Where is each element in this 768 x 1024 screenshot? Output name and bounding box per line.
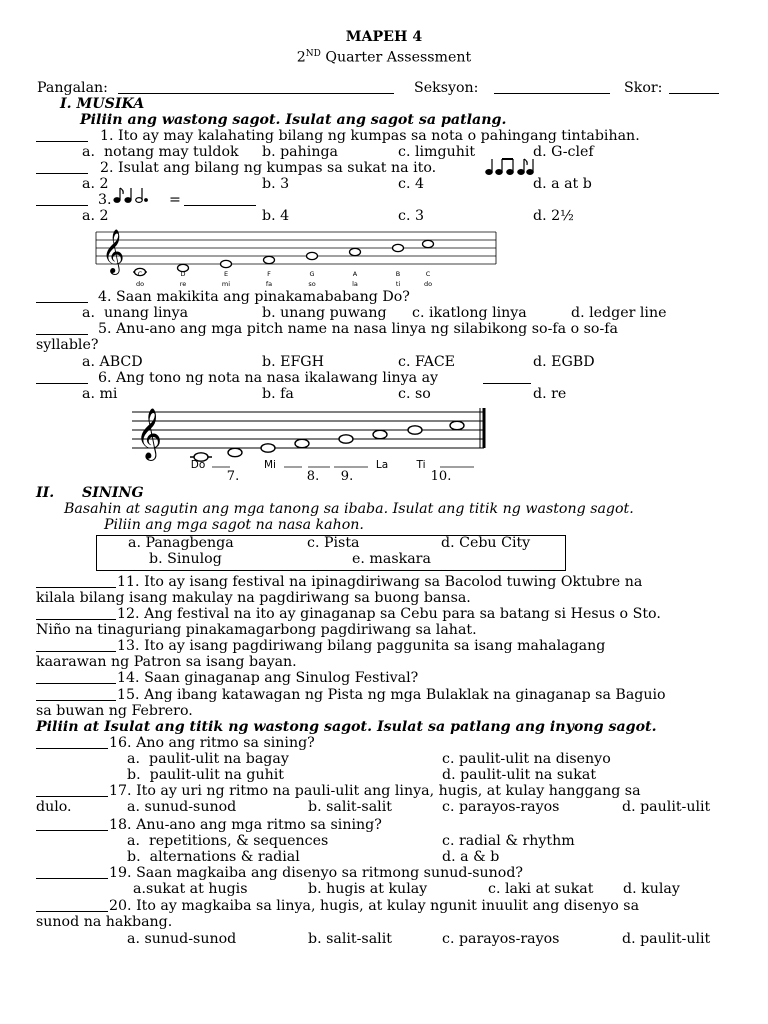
q5-option-b: b. EFGH xyxy=(262,354,325,370)
question-2: 2. Isulat ang bilang ng kumpas sa sukat na ito. xyxy=(100,160,437,176)
staff2-label-mi: Mi xyxy=(264,459,276,471)
answer-blank-13[interactable] xyxy=(36,639,116,652)
q3-option-a: a. 2 xyxy=(82,208,109,224)
q20-option-b: b. salit-salit xyxy=(308,931,392,947)
name-label: Pangalan: xyxy=(37,80,108,96)
q6-option-c: c. so xyxy=(398,386,431,402)
q2-option-a: a. 2 xyxy=(82,176,109,192)
section-label: Seksyon: xyxy=(414,80,479,96)
staff2-label-ti: Ti xyxy=(416,459,426,471)
section-field[interactable] xyxy=(494,81,610,94)
q5-option-a: a. ABCD xyxy=(82,354,143,370)
question-6: 6. Ang tono ng nota na nasa ikalawang linya ay xyxy=(98,370,439,386)
box-choice-c: c. Pista xyxy=(307,535,360,551)
score-label: Skor: xyxy=(624,80,663,96)
staff1-syllable-2: re xyxy=(179,280,187,288)
q5-option-c: c. FACE xyxy=(398,354,456,370)
staff1-syllable-7: ti xyxy=(395,280,401,288)
sining-instruction: Basahin at sagutin ang mga tanong sa ibaba. Isulat ang titik ng wastong sagot. xyxy=(64,501,634,517)
question-20-cont: sunod na hakbang. xyxy=(36,914,173,930)
treble-clef-icon: 𝄞 xyxy=(136,408,163,459)
question-11: 11. Ito ay isang festival na ipinagdiriwang sa Bacolod tuwing Oktubre na xyxy=(117,574,643,590)
q4-option-b: b. unang puwang xyxy=(262,305,387,321)
staff1-letter-4: F xyxy=(267,270,271,278)
q3-option-d: d. 2½ xyxy=(533,208,574,224)
staff1-syllable-8: do xyxy=(423,280,433,288)
q18-option-b: b. alternations & radial xyxy=(127,849,300,865)
score-field[interactable] xyxy=(669,81,719,94)
box-choice-a: a. Panagbenga xyxy=(128,535,234,551)
page-subtitle: 2ND Quarter Assessment xyxy=(296,49,472,66)
q3-equals: = xyxy=(169,192,181,208)
q3-option-c: c. 3 xyxy=(398,208,424,224)
staff2-label-do: Do xyxy=(190,459,206,471)
question-13: 13. Ito ay isang pagdiriwang bilang paggunita sa isang mahalagang xyxy=(117,638,606,654)
staff1-letter-3: E xyxy=(223,270,229,278)
q4-option-c: c. ikatlong linya xyxy=(412,305,527,321)
staff1-letter-5: G xyxy=(309,270,315,278)
question-16: 16. Ano ang ritmo sa sining? xyxy=(109,735,315,751)
q19-option-b: b. hugis at kulay xyxy=(308,881,428,897)
answer-blank-2[interactable] xyxy=(36,161,88,174)
question-5: 5. Anu-ano ang mga pitch name na nasa linya ng silabikong so-fa o so-fa xyxy=(98,321,618,337)
staff1-syllable-1: do xyxy=(135,280,145,288)
staff1-syllable-5: so xyxy=(308,280,316,288)
question-5-cont: syllable? xyxy=(36,337,99,353)
q2-option-b: b. 3 xyxy=(262,176,290,192)
staff1-letter-7: B xyxy=(395,270,401,278)
answer-blank-1[interactable] xyxy=(36,129,88,142)
box-choice-b: b. Sinulog xyxy=(149,551,222,567)
sining-instruction-2: Piliin ang mga sagot na nasa kahon. xyxy=(104,517,364,533)
answer-blank-14[interactable] xyxy=(36,671,116,684)
q4-option-d: d. ledger line xyxy=(571,305,667,321)
staff-scale-figure xyxy=(96,224,498,290)
q18-option-a: a. repetitions, & sequences xyxy=(127,833,329,849)
question-1: 1. Ito ay may kalahating bilang ng kumpas sa nota o pahingang tintabihan. xyxy=(100,128,640,144)
q17-option-a: a. sunud-sunod xyxy=(127,799,237,815)
q17-option-b: b. salit-salit xyxy=(308,799,392,815)
staff1-letter-8: C xyxy=(425,270,431,278)
staff1-syllable-3: mi xyxy=(221,280,231,288)
question-17: 17. Ito ay uri ng ritmo na pauli-ulit ang linya, hugis, at kulay hanggang sa xyxy=(109,783,641,799)
answer-blank-18[interactable] xyxy=(36,818,108,831)
question-3: 3. xyxy=(98,192,112,208)
q18-option-c: c. radial & rhythm xyxy=(442,833,575,849)
q17-option-c: c. parayos-rayos xyxy=(442,799,560,815)
q1-option-b: b. pahinga xyxy=(262,144,338,160)
answer-blank-16[interactable] xyxy=(36,736,108,749)
staff1-letter-1: C xyxy=(137,270,143,278)
answer-blank-12[interactable] xyxy=(36,607,116,620)
q6-option-d: d. re xyxy=(533,386,567,402)
q19-option-a: a.sukat at hugis xyxy=(133,881,248,897)
answer-blank-17[interactable] xyxy=(36,784,108,797)
musika-instruction: Piliin ang wastong sagot. Isulat ang sagot sa patlang. xyxy=(80,112,507,128)
section-sining-heading: SINING xyxy=(82,485,144,501)
box-choice-e: e. maskara xyxy=(352,551,431,567)
q4-option-a: a. unang linya xyxy=(82,305,189,321)
staff2-number-8: 8. xyxy=(306,469,320,484)
question-15: 15. Ang ibang katawagan ng Pista ng mga Bulaklak na ginaganap sa Baguio xyxy=(117,687,666,703)
answer-blank-11[interactable] xyxy=(36,575,116,588)
question-13-cont: kaarawan ng Patron sa isang bayan. xyxy=(36,654,297,670)
q1-option-a: a. notang may tuldok xyxy=(82,144,239,160)
staff-fill-in-figure xyxy=(132,400,492,484)
question-15-cont: sa buwan ng Febrero. xyxy=(36,703,193,719)
q1-option-d: d. G-clef xyxy=(533,144,594,160)
q2-option-d: d. a at b xyxy=(533,176,592,192)
q16-option-d: d. paulit-ulit na sukat xyxy=(442,767,597,783)
question-14: 14. Saan ginaganap ang Sinulog Festival? xyxy=(117,670,419,686)
q5-option-d: d. EGBD xyxy=(533,354,595,370)
q20-option-a: a. sunud-sunod xyxy=(127,931,237,947)
q16-option-c: c. paulit-ulit na disenyo xyxy=(442,751,611,767)
section-sining-number: II. xyxy=(36,485,55,501)
q19-option-d: d. kulay xyxy=(623,881,680,897)
q6-option-b: b. fa xyxy=(262,386,294,402)
q16-option-a: a. paulit-ulit na bagay xyxy=(127,751,289,767)
question-11-cont: kilala bilang isang makulay na pagdiriwang sa buong bansa. xyxy=(36,590,471,606)
section-musika-heading: I. MUSIKA xyxy=(60,96,145,112)
answer-blank-4[interactable] xyxy=(36,290,88,303)
question-12: 12. Ang festival na ito ay ginaganap sa Cebu para sa batang si Hesus o Sto. xyxy=(117,606,661,622)
question-19: 19. Saan magkaiba ang disenyo sa ritmong sunud-sunod? xyxy=(109,865,524,881)
answer-blank-6b[interactable] xyxy=(483,371,531,384)
answer-blank-3[interactable] xyxy=(36,193,88,206)
q3-option-b: b. 4 xyxy=(262,208,290,224)
q18-option-d: d. a & b xyxy=(442,849,500,865)
q2-option-c: c. 4 xyxy=(398,176,424,192)
page-title: MAPEH 4 xyxy=(345,29,423,45)
question-20: 20. Ito ay magkaiba sa linya, hugis, at kulay ngunit inuulit ang disenyo sa xyxy=(109,898,640,914)
q1-option-c: c. limguhit xyxy=(398,144,476,160)
q19-option-c: c. laki at sukat xyxy=(488,881,594,897)
staff2-label-la: La xyxy=(375,459,389,471)
staff1-letter-6: A xyxy=(352,270,358,278)
question-18: 18. Anu-ano ang mga ritmo sa sining? xyxy=(109,817,382,833)
staff2-number-9: 9. xyxy=(340,469,354,484)
treble-clef-icon: 𝄞 xyxy=(102,229,125,273)
answer-blank-20[interactable] xyxy=(36,899,108,912)
name-field[interactable] xyxy=(118,81,394,94)
staff1-syllable-6: la xyxy=(352,280,358,288)
question-4: 4. Saan makikita ang pinakamababang Do? xyxy=(98,289,410,305)
staff2-number-7: 7. xyxy=(226,469,240,484)
question-12-cont: Niño na tinaguriang pinakamagarbong pagdiriwang sa lahat. xyxy=(36,622,477,638)
q20-option-d: d. paulit-ulit xyxy=(622,931,711,947)
answer-blank-5[interactable] xyxy=(36,322,88,335)
question-17-cont: dulo. xyxy=(36,799,72,815)
answer-blank-19[interactable] xyxy=(36,866,108,879)
box-choice-d: d. Cebu City xyxy=(441,535,531,551)
staff1-letter-2: D xyxy=(180,270,186,278)
q6-option-a: a. mi xyxy=(82,386,118,402)
q20-option-c: c. parayos-rayos xyxy=(442,931,560,947)
staff1-syllable-4: fa xyxy=(265,280,273,288)
q17-option-d: d. paulit-ulit xyxy=(622,799,711,815)
answer-blank-3b[interactable] xyxy=(184,193,256,206)
answer-blank-15[interactable] xyxy=(36,688,116,701)
q16-option-b: b. paulit-ulit na guhit xyxy=(127,767,284,783)
q2-notes-figure xyxy=(484,156,536,178)
q3-notes-figure xyxy=(112,186,156,206)
answer-blank-6[interactable] xyxy=(36,371,88,384)
sining-instruction-3: Piliin at Isulat ang titik ng wastong sagot. Isulat sa patlang ang inyong sagot. xyxy=(36,719,657,735)
staff2-number-10: 10. xyxy=(430,469,452,484)
